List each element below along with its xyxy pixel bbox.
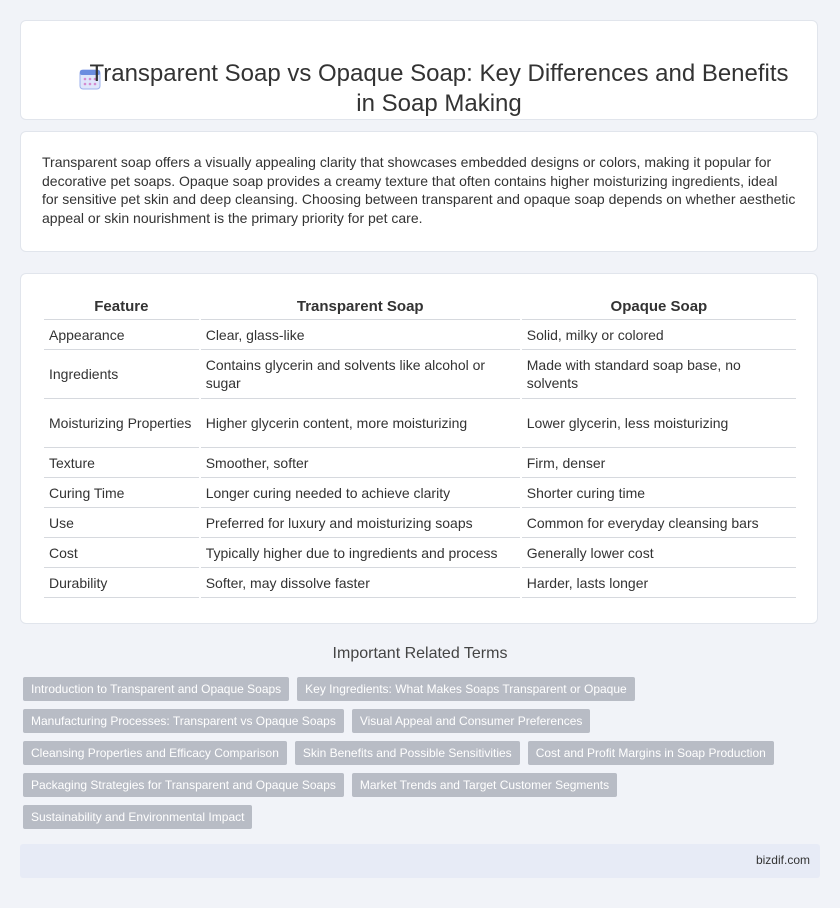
table-cell: Use (44, 508, 199, 538)
table-cell: Typically higher due to ingredients and process (201, 538, 520, 568)
intro-paragraph: Transparent soap offers a visually appealing clarity that showcases embedded designs or colors, making it popular for decorative pet soaps. Opaque soap provides a creamy texture that often contains higher moisturizing ingredients, ideal for sensitive pet skin and deep cleansing. Choosing between transparent and opaque soap depends on whether aesthetic appeal or skin nourishment is the primary priority for pet care. (42, 154, 796, 227)
table-cell: Smoother, softer (201, 448, 520, 478)
related-term-tag[interactable]: Manufacturing Processes: Transparent vs Opaque Soaps (23, 709, 344, 733)
table-cell: Contains glycerin and solvents like alcohol or sugar (201, 350, 520, 399)
table-row (44, 538, 796, 568)
table-cell: Cost (44, 538, 199, 568)
column-header: Opaque Soap (522, 298, 796, 320)
footer (20, 844, 820, 878)
page-title: Transparent Soap vs Opaque Soap: Key Differences and Benefits in Soap Making (89, 60, 789, 118)
related-terms-list (23, 677, 783, 837)
table-cell: Solid, milky or colored (522, 320, 796, 350)
site-credit[interactable]: bizdif.com (755, 853, 810, 867)
related-term-tag[interactable]: Cost and Profit Margins in Soap Production (528, 741, 774, 765)
column-header: Transparent Soap (201, 298, 520, 320)
related-term-tag[interactable]: Visual Appeal and Consumer Preferences (352, 709, 591, 733)
table-row (44, 478, 796, 508)
related-term-tag[interactable]: Packaging Strategies for Transparent and Opaque Soaps (23, 773, 344, 797)
table-cell: Firm, denser (522, 448, 796, 478)
table-cell: Durability (44, 568, 199, 598)
table-cell: Common for everyday cleansing bars (522, 508, 796, 538)
table-row (44, 508, 796, 538)
related-term-tag[interactable]: Skin Benefits and Possible Sensitivities (295, 741, 520, 765)
table-cell: Clear, glass-like (201, 320, 520, 350)
table-cell: Harder, lasts longer (522, 568, 796, 598)
table-row (44, 399, 796, 448)
table-header-row (44, 298, 796, 320)
table-row (44, 448, 796, 478)
table-cell: Ingredients (44, 350, 199, 399)
related-term-tag[interactable]: Market Trends and Target Customer Segments (352, 773, 617, 797)
table-cell: Curing Time (44, 478, 199, 508)
comparison-table (42, 298, 798, 598)
table-cell: Made with standard soap base, no solvents (522, 350, 796, 399)
table-cell: Preferred for luxury and moisturizing soaps (201, 508, 520, 538)
related-term-tag[interactable]: Sustainability and Environmental Impact (23, 805, 252, 829)
table-cell: Lower glycerin, less moisturizing (522, 399, 796, 448)
table-cell: Appearance (44, 320, 199, 350)
header-card (20, 20, 818, 120)
intro-card (20, 131, 818, 252)
related-term-tag[interactable]: Cleansing Properties and Efficacy Comparison (23, 741, 287, 765)
related-term-tag[interactable]: Introduction to Transparent and Opaque Soaps (23, 677, 289, 701)
related-terms-heading: Important Related Terms (332, 645, 508, 662)
table-row (44, 350, 796, 399)
table-cell: Higher glycerin content, more moisturizing (201, 399, 520, 448)
table-cell: Shorter curing time (522, 478, 796, 508)
table-cell: Softer, may dissolve faster (201, 568, 520, 598)
table-cell: Texture (44, 448, 199, 478)
table-cell: Longer curing needed to achieve clarity (201, 478, 520, 508)
table-cell: Moisturizing Properties (44, 399, 199, 448)
table-row (44, 568, 796, 598)
table-row (44, 320, 796, 350)
related-term-tag[interactable]: Key Ingredients: What Makes Soaps Transparent or Opaque (297, 677, 635, 701)
column-header: Feature (44, 298, 199, 320)
table-cell: Generally lower cost (522, 538, 796, 568)
comparison-table-card (20, 273, 818, 624)
